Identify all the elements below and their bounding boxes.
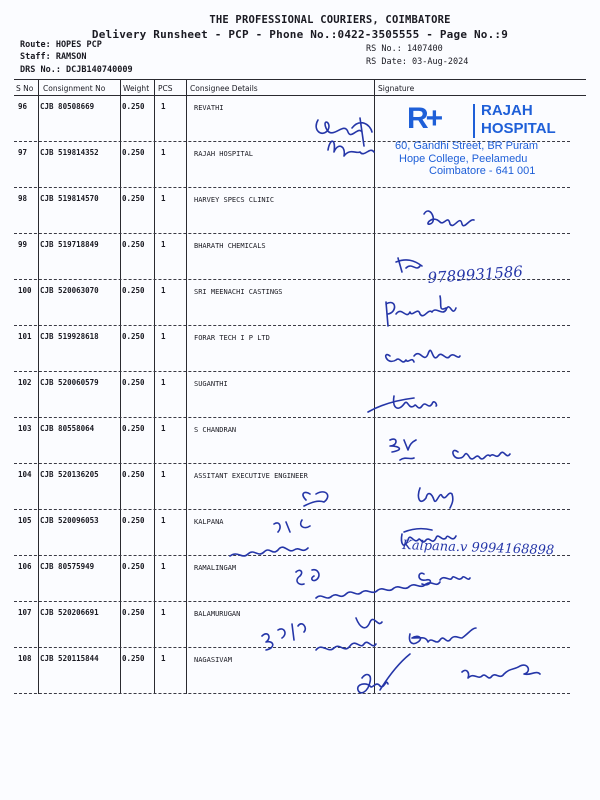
- row-pcs: 1: [161, 286, 166, 295]
- handwritten-kalpana-phone: Kalpana.v 9994168898: [401, 538, 555, 559]
- route-label: Route: HOPES PCP: [20, 40, 102, 50]
- row-sno: 106: [18, 562, 32, 571]
- row-weight: 0.250: [122, 470, 145, 479]
- row-consignee: SRI MEENACHI CASTINGS: [194, 288, 283, 296]
- row-separator: [14, 555, 570, 556]
- row-separator: [14, 647, 570, 648]
- row-consignment-no: CJB 520206691: [40, 608, 99, 617]
- row-consignee: SUGANTHI: [194, 380, 228, 388]
- row-consignment-no: CJB 519718849: [40, 240, 99, 249]
- signature-row-101: [386, 350, 460, 362]
- row-separator: [14, 279, 570, 280]
- row-pcs: 1: [161, 654, 166, 663]
- signature-row-107: [262, 618, 476, 650]
- row-separator: [14, 233, 570, 234]
- row-separator: [14, 463, 570, 464]
- row-consignee: NAGASIVAM: [194, 656, 232, 664]
- runsheet-subtitle: Delivery Runsheet - PCP - Phone No.:0422-3505555 - Page No.:9: [91, 28, 509, 41]
- signature-row-96: [316, 118, 374, 156]
- col-header-signature: Signature: [378, 84, 415, 93]
- row-sno: 108: [18, 654, 32, 663]
- row-pcs: 1: [161, 424, 166, 433]
- row-sno: 105: [18, 516, 32, 525]
- row-consignee: FORAR TECH I P LTD: [194, 334, 270, 342]
- row-consignment-no: CJB 519814570: [40, 194, 99, 203]
- row-consignment-no: CJB 520096053: [40, 516, 99, 525]
- hospital-stamp: [395, 100, 590, 180]
- row-consignment-no: CJB 80575949: [40, 562, 95, 571]
- row-sno: 99: [18, 240, 28, 249]
- row-pcs: 1: [161, 240, 166, 249]
- row-separator: [14, 325, 570, 326]
- signature-row-104: [303, 488, 453, 508]
- row-sno: 101: [18, 332, 32, 341]
- row-consignee: HARVEY SPECS CLINIC: [194, 196, 275, 204]
- table-header-rule: [14, 95, 586, 96]
- signature-row-103: [390, 439, 510, 460]
- row-weight: 0.250: [122, 654, 145, 663]
- col-header-sno: S No: [16, 84, 34, 93]
- stamp-divider: [473, 104, 475, 138]
- row-separator: [14, 693, 570, 694]
- stamp-address-1: 60, Gandhi Street, BR Puram: [395, 140, 539, 152]
- signature-row-100: [386, 296, 456, 326]
- row-sno: 100: [18, 286, 32, 295]
- row-pcs: 1: [161, 562, 166, 571]
- company-title: THE PROFESSIONAL COURIERS, COIMBATORE: [209, 14, 451, 26]
- row-weight: 0.250: [122, 424, 145, 433]
- row-weight: 0.250: [122, 516, 145, 525]
- stamp-name-line2: HOSPITAL: [481, 120, 556, 137]
- signature-row-98: [424, 211, 474, 226]
- row-weight: 0.250: [122, 378, 145, 387]
- row-pcs: 1: [161, 194, 166, 203]
- row-consignee: REVATHI: [194, 104, 224, 112]
- row-separator: [14, 417, 570, 418]
- table-top-rule: [14, 79, 586, 80]
- kalpana-signature: [401, 529, 456, 545]
- row-separator: [14, 601, 570, 602]
- signature-row-106: [296, 570, 470, 598]
- row-sno: 103: [18, 424, 32, 433]
- rs-date: RS Date: 03-Aug-2024: [366, 57, 469, 67]
- row-consignment-no: CJB 519814352: [40, 148, 99, 157]
- row-consignment-no: CJB 80558064: [40, 424, 95, 433]
- stamp-address-3: Coimbatore - 641 001: [429, 165, 536, 177]
- row-weight: 0.250: [122, 608, 145, 617]
- staff-label: Staff: RAMSON: [20, 52, 87, 62]
- col-header-consignment: Consignment No: [43, 84, 106, 93]
- rs-number: RS No.: 1407400: [366, 44, 443, 54]
- row-consignment-no: CJB 520136205: [40, 470, 99, 479]
- row-pcs: 1: [161, 102, 166, 111]
- stamp-name-line1: RAJAH: [481, 102, 533, 119]
- row-consignment-no: CJB 520063070: [40, 286, 99, 295]
- row-weight: 0.250: [122, 562, 145, 571]
- row-weight: 0.250: [122, 102, 145, 111]
- row-consignment-no: CJB 519928618: [40, 332, 99, 341]
- row-weight: 0.250: [122, 194, 145, 203]
- handwritten-phone-row-99: 9789931586: [427, 262, 524, 287]
- row-sno: 104: [18, 470, 32, 479]
- col-header-consignee: Consignee Details: [190, 84, 258, 93]
- drs-number: DRS No.: DCJB140740009: [20, 65, 133, 75]
- row-consignment-no: CJB 520115844: [40, 654, 99, 663]
- signature-row-105: [230, 520, 310, 556]
- row-weight: 0.250: [122, 332, 145, 341]
- row-weight: 0.250: [122, 240, 145, 249]
- row-consignee: BALAMURUGAN: [194, 610, 241, 618]
- row-consignee: RAJAH HOSPITAL: [194, 150, 254, 158]
- row-sno: 97: [18, 148, 28, 157]
- row-separator: [14, 371, 570, 372]
- row-pcs: 1: [161, 470, 166, 479]
- col-header-weight: Weight: [123, 84, 150, 93]
- row-sno: 96: [18, 102, 28, 111]
- row-weight: 0.250: [122, 148, 145, 157]
- row-pcs: 1: [161, 332, 166, 341]
- row-consignment-no: CJB 80508669: [40, 102, 95, 111]
- row-weight: 0.250: [122, 286, 145, 295]
- signature-row-99: [396, 258, 422, 272]
- row-separator: [14, 187, 570, 188]
- col-header-pcs: PCS: [158, 84, 173, 93]
- row-consignee: BHARATH CHEMICALS: [194, 242, 266, 250]
- row-consignee: KALPANA: [194, 518, 224, 526]
- row-consignee: S CHANDRAN: [194, 426, 237, 434]
- signature-row-102: [368, 396, 437, 412]
- row-separator: [14, 509, 570, 510]
- hospital-logo: R+: [407, 102, 441, 135]
- signature-row-108: [358, 654, 540, 693]
- row-sno: 102: [18, 378, 32, 387]
- row-pcs: 1: [161, 148, 166, 157]
- stamp-address-2: Hope College, Peelamedu: [399, 153, 528, 165]
- row-sno: 98: [18, 194, 28, 203]
- row-pcs: 1: [161, 516, 166, 525]
- row-consignee: RAMALINGAM: [194, 564, 237, 572]
- row-sno: 107: [18, 608, 32, 617]
- row-consignment-no: CJB 520060579: [40, 378, 99, 387]
- row-pcs: 1: [161, 608, 166, 617]
- row-consignee: ASSITANT EXECUTIVE ENGINEER: [194, 472, 308, 480]
- row-pcs: 1: [161, 378, 166, 387]
